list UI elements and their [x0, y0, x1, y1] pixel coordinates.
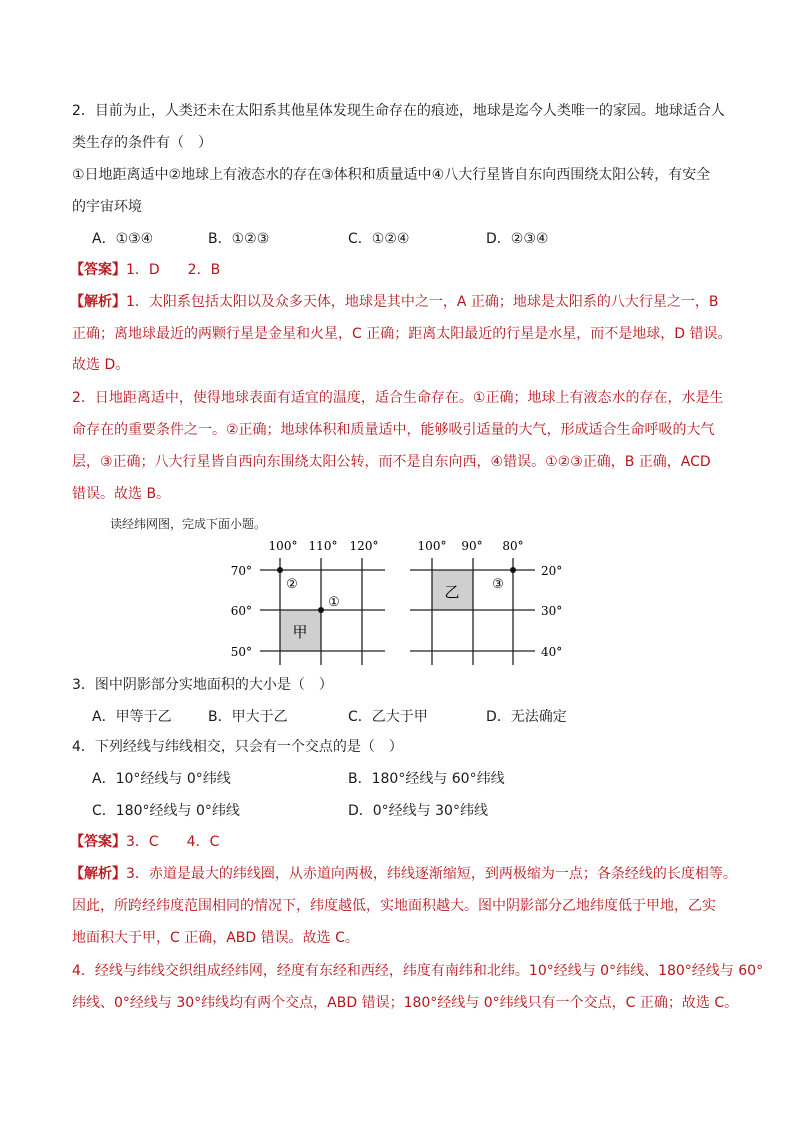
analysis-tag: 【解析】: [70, 294, 126, 310]
left-lon-label-2: 110°: [308, 539, 338, 553]
analysis-2-text-1: 3．赤道是最大的纬线圈，从赤道向两极，纬线逐渐缩短，到两极缩为一点；各条经线的长度相等。: [126, 866, 737, 882]
right-lat-label-1: 20°: [541, 564, 563, 578]
marker-3: ③: [492, 577, 504, 592]
left-lat-label-2: 60°: [230, 604, 252, 618]
q2-option-b: B．①②③: [208, 231, 270, 247]
q3-stem: 3．图中阴影部分实地面积的大小是（ ）: [72, 677, 333, 693]
q2-option-c: C．①②④: [348, 231, 410, 247]
analysis-1-line3: 故选 D。: [72, 357, 130, 373]
q2-option-d: D．②③④: [486, 231, 549, 247]
right-lon-label-3: 80°: [502, 539, 524, 553]
q3-option-d: D．无法确定: [486, 709, 567, 725]
right-grid: [410, 558, 535, 665]
right-lon-label-2: 90°: [461, 539, 483, 553]
left-grid-point-1: [318, 607, 324, 613]
q2-stem-line2: 类生存的条件有（ ）: [72, 135, 212, 151]
analysis-2-line1: [70, 864, 737, 884]
analysis-1-line2: 正确；离地球最近的两颗行星是金星和火星，C 正确；距离太阳最近的行星是水星，而不是地球，D 错误。: [72, 326, 732, 342]
right-lat-label-3: 40°: [541, 645, 563, 659]
analysis-1-text-1: 1．太阳系包括太阳以及众多天体，地球是其中之一，A 正确；地球是太阳系的八大行星之一，B: [126, 294, 719, 310]
q2-stem-line1: 2．目前为止，人类还未在太阳系其他星体发现生命存在的痕迹，地球是迄今人类唯一的家园。地球适合人: [72, 103, 725, 119]
left-lon-label-3: 120°: [349, 539, 379, 553]
label-yi: 乙: [444, 583, 460, 601]
answer-text: 1．D 2．B: [126, 262, 221, 278]
q2-option-a: A．①③④: [92, 231, 154, 247]
right-lon-label-1: 100°: [417, 539, 447, 553]
answer-block-1: [70, 260, 220, 280]
analysis-2-line2: 因此，所跨经纬度范围相同的情况下，纬度越低，实地面积越大。图中阴影部分乙地纬度低于甲地，乙实: [72, 898, 716, 914]
q2-stem-line4: 的宇宙环境: [72, 199, 142, 215]
analysis-2-line3: 地面积大于甲，C 正确，ABD 错误。故选 C。: [72, 930, 359, 946]
q4-option-c: C．180°经线与 0°纬线: [92, 803, 240, 819]
analysis-1-line4: 2．日地距离适中，使得地球表面有适宜的温度，适合生命存在。①正确；地球上有液态水的存在，水是生: [72, 390, 724, 406]
marker-2: ②: [286, 577, 298, 592]
analysis-1-line6: 层，③正确；八大行星皆自西向东围绕太阳公转，而不是自东向西，④错误。①②③正确，B 正确，ACD: [72, 454, 711, 470]
analysis-1-line7: 错误。故选 B。: [72, 486, 171, 502]
left-lon-label-1: 100°: [268, 539, 298, 553]
analysis-tag-2: 【解析】: [70, 866, 126, 882]
q3-option-a: A．甲等于乙: [92, 709, 172, 725]
figure-caption: 读经纬网图，完成下面小题。: [110, 517, 267, 531]
right-grid-point-3: [510, 567, 516, 573]
q4-option-a: A．10°经线与 0°纬线: [92, 771, 231, 787]
right-lat-label-2: 30°: [541, 604, 563, 618]
q3-option-b: B．甲大于乙: [208, 709, 288, 725]
answer-block-2: [70, 832, 219, 852]
analysis-1-line5: 命存在的重要条件之一。②正确；地球体积和质量适中，能够吸引适量的大气，形成适合生命呼吸的大气: [72, 422, 715, 438]
q4-option-b: B．180°经线与 60°纬线: [348, 771, 505, 787]
marker-1: ①: [328, 595, 340, 610]
answer-text-2: 3．C 4．C: [126, 834, 220, 850]
q3-option-c: C．乙大于甲: [348, 709, 428, 725]
left-lat-label-1: 70°: [230, 564, 252, 578]
q4-stem: 4．下列经线与纬线相交，只会有一个交点的是（ ）: [72, 739, 403, 755]
left-lat-label-3: 50°: [230, 645, 252, 659]
q4-option-d: D．0°经线与 30°纬线: [348, 803, 488, 819]
answer-tag: 【答案】: [70, 262, 126, 278]
answer-tag-2: 【答案】: [70, 834, 126, 850]
label-jia: 甲: [292, 623, 308, 641]
analysis-2-line4: 4．经线与纬线交织组成经纬网，经度有东经和西经，纬度有南纬和北纬。10°经线与 0°纬线、180°经线与 60°: [72, 963, 764, 979]
left-grid-point-top: [277, 567, 283, 573]
q2-stem-line3: ①日地距离适中②地球上有液态水的存在③体积和质量适中④八大行星皆自东向西围绕太阳公转，有安全: [72, 167, 711, 183]
lat-lon-grid-figure: [0, 530, 794, 670]
analysis-1-line1: [70, 292, 719, 312]
analysis-2-line5: 纬线、0°经线与 30°纬线均有两个交点，ABD 错误；180°经线与 0°纬线只有一个交点，C 正确；故选 C。: [72, 995, 739, 1011]
